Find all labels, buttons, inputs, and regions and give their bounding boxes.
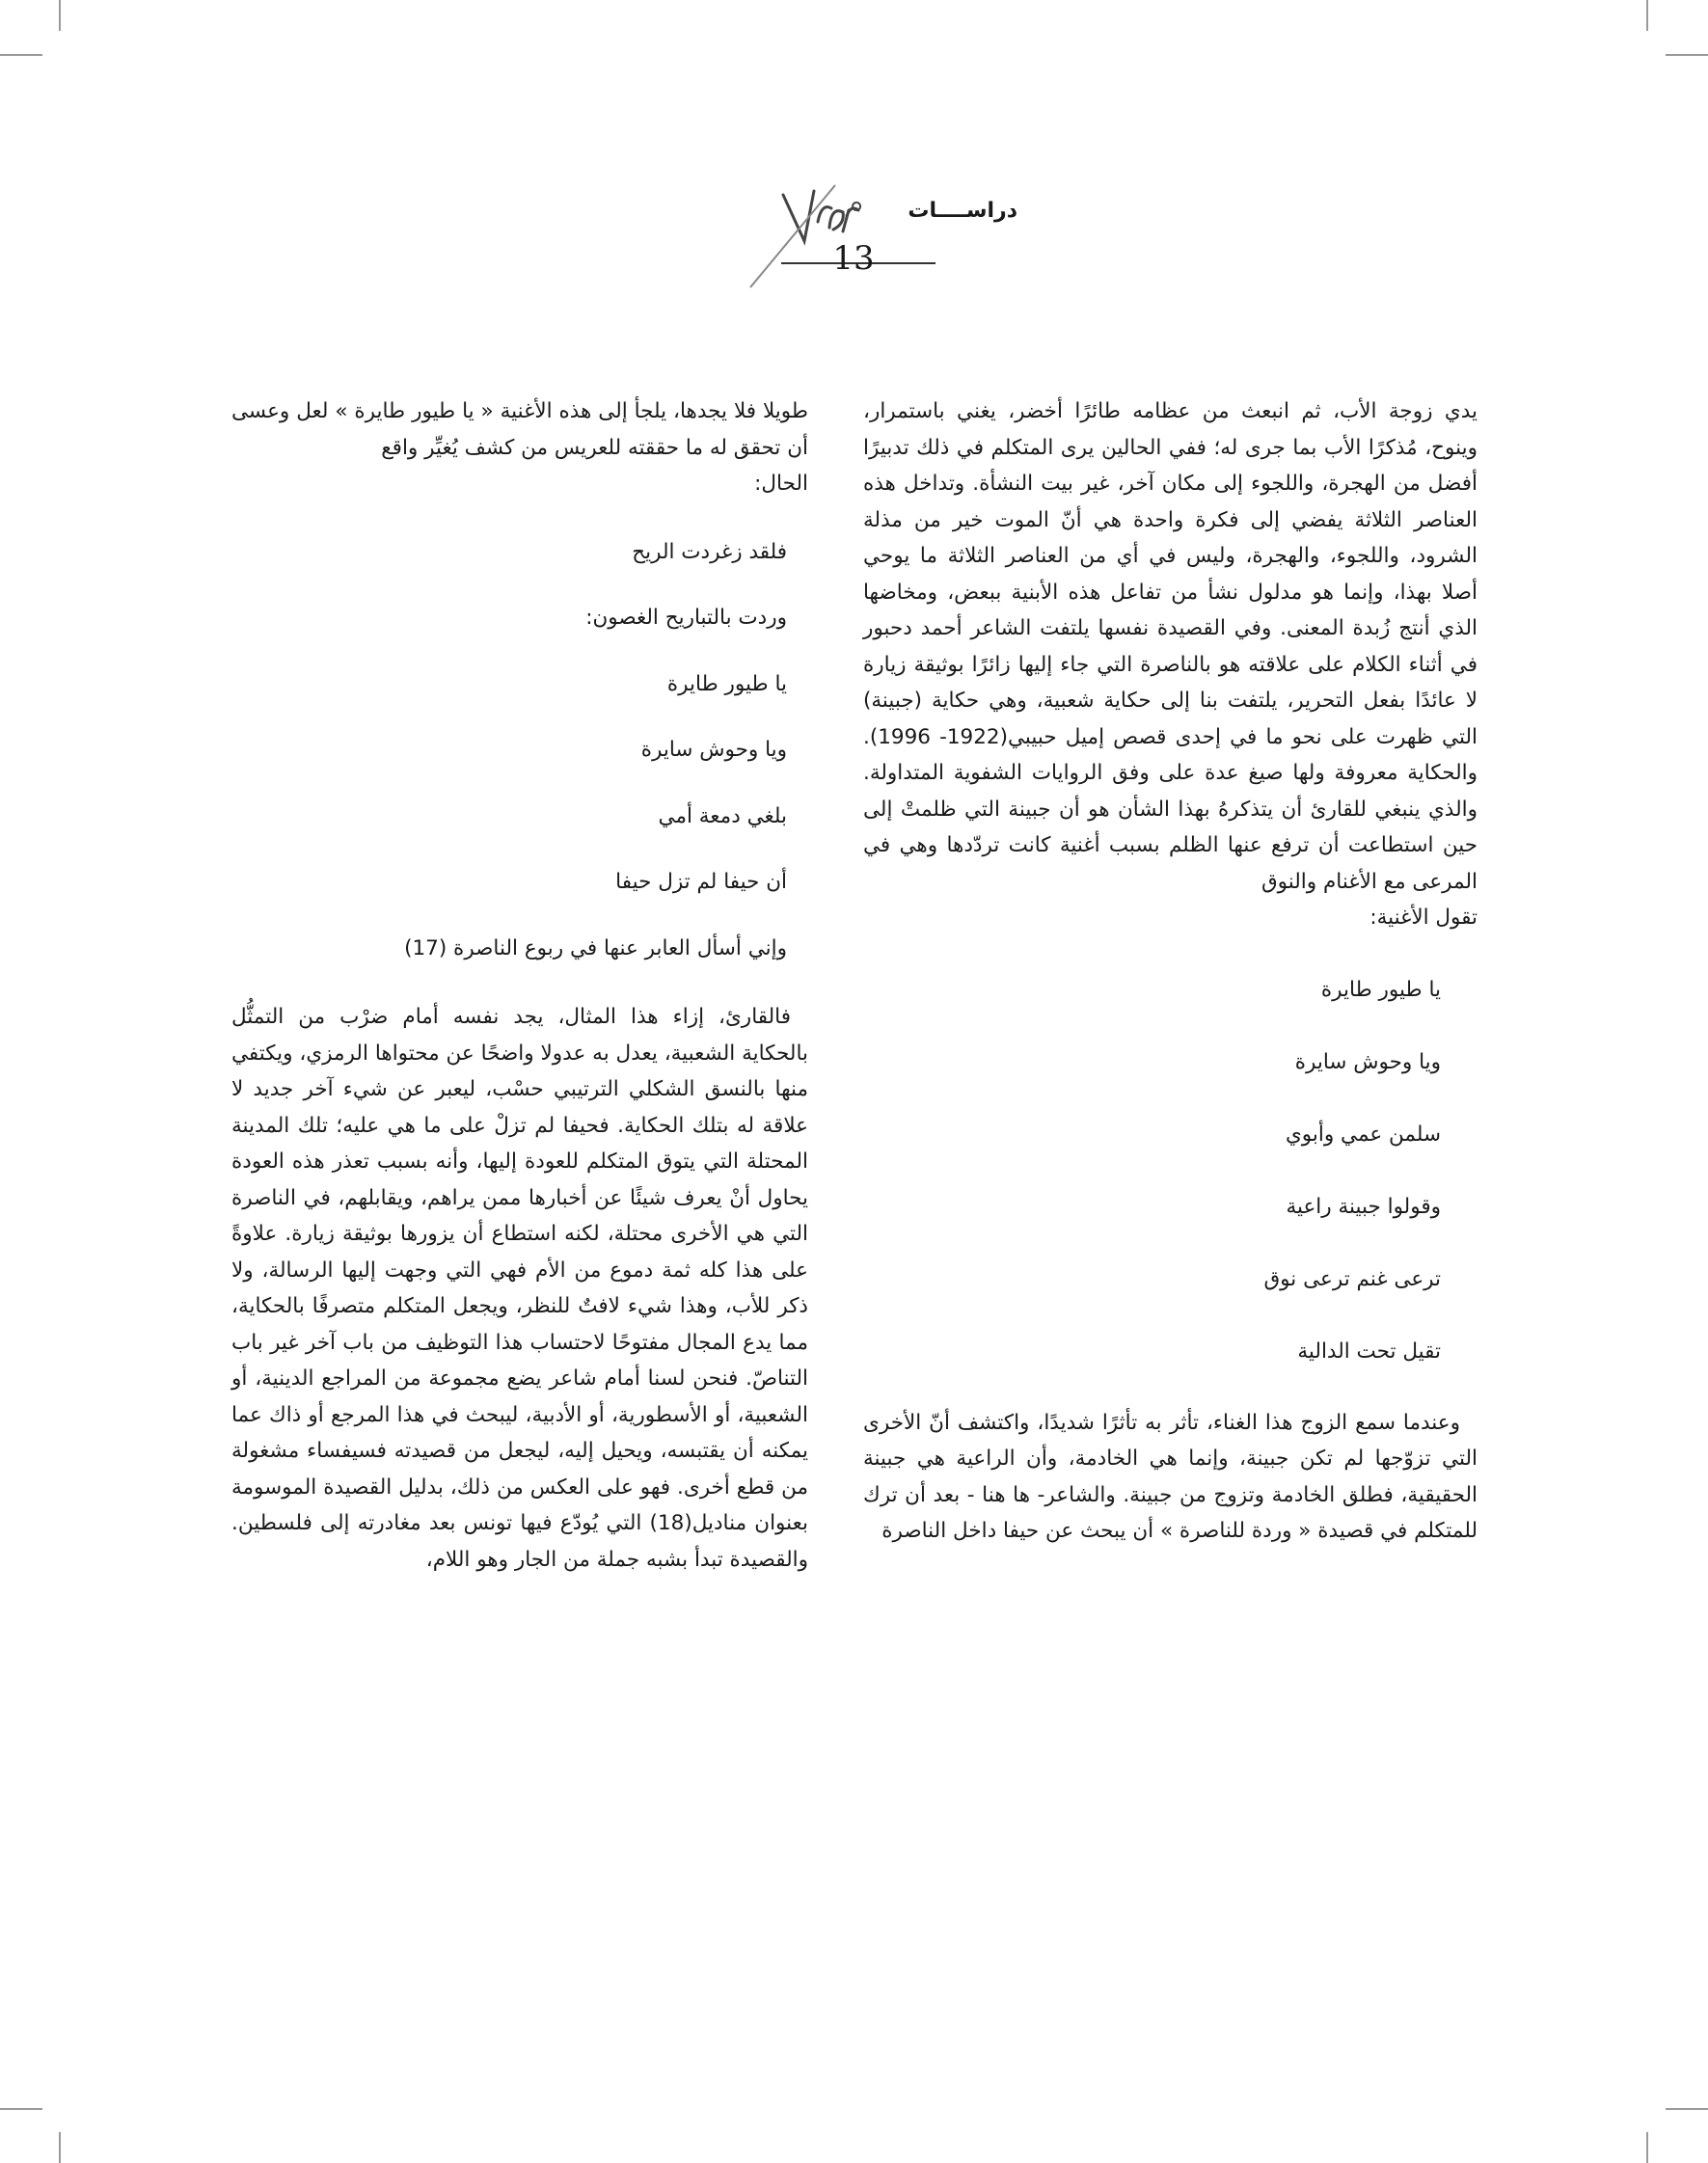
- poem-verse: وإني أسأل العابر عنها في ربوع الناصرة (17): [404, 935, 787, 960]
- crop-mark: [1646, 0, 1648, 31]
- poem-verse: سلمن عمي وأبوي: [1285, 1122, 1441, 1147]
- poem-excerpt: [231, 520, 808, 983]
- page-header: [714, 164, 1017, 289]
- crop-mark: [1646, 2132, 1648, 2163]
- crop-mark: [0, 2108, 42, 2110]
- poem-verse: ويا وحوش سايرة: [640, 738, 787, 762]
- crop-mark: [1666, 2108, 1708, 2110]
- poem-verse: ترعى غنم ترعى نوق: [1263, 1266, 1441, 1291]
- poem-verse: تقيل تحت الدالية: [1297, 1338, 1441, 1364]
- text-column-right: [863, 393, 1478, 1550]
- body-paragraph: وعندما سمع الزوج هذا الغناء، تأثر به تأثرًا شديدًا، واكتشف أنّ الأخرى التي تزوّجها لم تكن جبينة، وإنما هي الخادمة، وأن الراعية هي جبينة الحقيقية، فطلق الخادمة وتزوج من جبينة. والشاعر- ها هنا - بعد أن ترك للمتكلم في قصيدة « وردة للناصرة » أن يبحث عن حيفا داخل الناصرة: [863, 1410, 1478, 1543]
- text-column-left: [231, 393, 808, 1578]
- body-paragraph: يدي زوجة الأب، ثم انبعث من عظامه طائرًا أخضر، يغني باستمرار، وينوح، مُذكرًا الأب بما جرى له؛ ففي الحالين يرى المتكلم في ذلك تدبيرًا أفضل من الهجرة، واللجوء إلى مكان آخر، غير بيت النشأة. وتداخل هذه العناصر الثلاثة يفضي إلى فكرة واحدة هي أنّ الموت خير من مذلة الشرود، واللجوء، والهجرة، وليس في أي من العناصر الثلاثة ما يوحي أصلا بهذا، وإنما هو مدلول نشأ من تفاعل هذه الأبنية ببعض، ومخاضها الذي أنتج زُبدة المعنى. وفي القصيدة نفسها يلتفت الشاعر أحمد دحبور في أثناء الكلام على علاقته هو بالناصرة التي جاء إليها زائرًا بوثيقة زيارة لا عائدًا بفعل التحرير، يلتفت بنا إلى حكاية شعبية، وهي حكاية (جبينة) التي ظهرت على نحو ما في إحدى قصص إميل حبيبي(1922- 1996). والحكاية معروفة ولها صيغ عدة على وفق الروايات الشفوية المتداولة. والذي ينبغي للقارئ أن يتذكرهُ بهذا الشأن هو أن جبينة التي ظلمتْ إلى حين استطاعت أن ترفع عنها الظلم بسبب أغنية كانت تردّدها وهي في المرعى مع الأغنام والنوق: [863, 399, 1478, 894]
- poem-excerpt: [863, 954, 1478, 1388]
- body-paragraph-end: تقول الأغنية:: [1369, 906, 1478, 930]
- body-paragraph: فالقارئ، إزاء هذا المثال، يجد نفسه أمام ضرْب من التمثُّل بالحكاية الشعبية، يعدل به عدولا واضحًا عن محتواها الرمزي، ويكتفي منها بالنسق الشكلي الترتيبي حسْب، ليعبر عن شيء آخر جديد لا علاقة له بتلك الحكاية. فحيفا لم تزلْ على ما هي عليه؛ تلك المدينة المحتلة التي يتوق المتكلم للعودة إليها، وأنه بسبب تعذر هذه العودة يحاول أنْ يعرف شيئًا عن أخبارها ممن يراهم، ويقابلهم، في الناصرة التي هي الأخرى محتلة، لكنه استطاع أن يزورها بوثيقة زيارة. علاوةً على هذا كله ثمة دموع من الأم فهي التي وجهت إليها الرسالة، ولا ذكر للأب، وهذا شيء لافتٌ للنظر، ويجعل المتكلم متصرفًا بالحكاية، مما يدع المجال مفتوحًا لاحتساب هذا التوظيف من باب آخر غير باب التناصّ. فنحن لسنا أمام شاعر يضع مجموعة من المراجع الدينية، أو الشعبية، أو الأسطورية، أو الأدبية، ليبحث في هذا المرجع أو ذاك عما يمكنه أن يقتبسه، ويحيل إليه، ليجعل من قصيدته فسيفساء مشغولة من قطع أخرى. فهو على العكس من ذلك، بدليل القصيدة الموسومة بعنوان مناديل(18) التي يُودّع فيها تونس بعد مغادرته إلى فلسطين. والقصيدة تبدأ بشبه جملة من الجار وهو اللام،: [231, 1005, 808, 1572]
- poem-verse: أن حيفا لم تزل حيفا: [615, 870, 787, 894]
- poem-verse: وقولوا جبينة راعية: [1286, 1194, 1441, 1219]
- crop-mark: [0, 54, 42, 56]
- page-number: 13: [832, 239, 875, 278]
- body-paragraph-end: الحال:: [754, 472, 808, 496]
- section-title: دراســــات: [908, 199, 1017, 223]
- poem-verse: يا طيور طايرة: [666, 671, 787, 696]
- body-paragraph: طويلا فلا يجدها، يلجأ إلى هذه الأغنية « يا طيور طايرة » لعل وعسى أن تحقق له ما حققته للعريس من كشف يُغيِّر واقع: [231, 399, 808, 460]
- poem-verse: وردت بالتباريح الغصون:: [585, 606, 787, 630]
- crop-mark: [59, 2132, 61, 2163]
- poem-verse: فلقد زغردت الريح: [632, 539, 787, 564]
- poem-verse: ويا وحوش سايرة: [1294, 1049, 1441, 1074]
- poem-verse: يا طيور طايرة: [1320, 977, 1441, 1002]
- crop-mark: [59, 0, 61, 31]
- crop-mark: [1666, 54, 1708, 56]
- poem-verse: بلغي دمعة أمي: [658, 803, 787, 828]
